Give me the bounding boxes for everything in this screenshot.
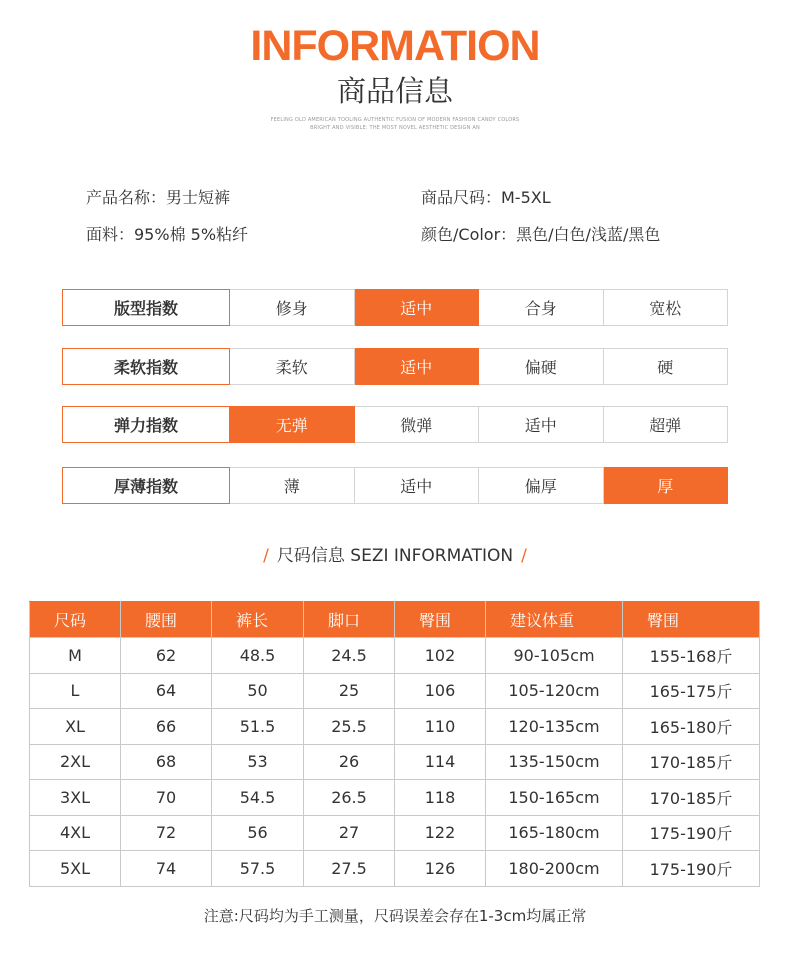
table-cell: 105-120cm — [486, 673, 623, 709]
table-cell: 66 — [121, 709, 212, 745]
measurement-note: 注意:尺码均为手工测量，尺码误差会存在1-3cm均属正常 — [203, 907, 587, 925]
table-cell: 180-200cm — [486, 851, 623, 887]
table-row — [30, 744, 760, 780]
table-cell: 53 — [212, 744, 304, 780]
page-subtitle: 商品信息 — [336, 74, 453, 108]
table-cell: 3XL — [30, 780, 121, 816]
tagline — [0, 116, 790, 132]
index-option-selected: 适中 — [355, 289, 480, 326]
table-cell: 170-185斤 — [623, 780, 760, 816]
index-option-selected: 无弹 — [230, 406, 355, 443]
table-cell: 50 — [212, 673, 304, 709]
index-option: 柔软 — [230, 348, 355, 385]
table-cell: 165-180cm — [486, 815, 623, 851]
table-cell: 150-165cm — [486, 780, 623, 816]
size-table-header-cell: 臀围 — [623, 602, 760, 638]
index-option: 超弹 — [604, 406, 729, 443]
spec-product-name: 产品名称：男士短裤 — [86, 188, 231, 207]
index-row-elasticity — [62, 406, 728, 443]
table-cell: 26 — [304, 744, 395, 780]
size-table-header-cell: 裤长 — [212, 602, 304, 638]
size-table-body — [30, 638, 760, 887]
index-row-softness — [62, 348, 728, 385]
index-option: 修身 — [230, 289, 355, 326]
index-label: 版型指数 — [62, 289, 230, 326]
table-row — [30, 709, 760, 745]
spec-size-range: 商品尺码：M-5XL — [421, 188, 551, 207]
index-label: 厚薄指数 — [62, 467, 230, 504]
table-cell: 4XL — [30, 815, 121, 851]
index-row-fit — [62, 289, 728, 326]
index-option: 硬 — [604, 348, 729, 385]
table-row — [30, 815, 760, 851]
table-cell: 165-180斤 — [623, 709, 760, 745]
table-cell: 27 — [304, 815, 395, 851]
size-table — [29, 601, 760, 887]
table-cell: 90-105cm — [486, 638, 623, 674]
table-cell: 70 — [121, 780, 212, 816]
heading-slash-left: / — [263, 546, 269, 566]
table-cell: 25 — [304, 673, 395, 709]
table-cell: 120-135cm — [486, 709, 623, 745]
table-cell: 68 — [121, 744, 212, 780]
table-cell: 102 — [395, 638, 486, 674]
index-option: 微弹 — [355, 406, 480, 443]
table-cell: 175-190斤 — [623, 815, 760, 851]
table-cell: 57.5 — [212, 851, 304, 887]
index-label: 弹力指数 — [62, 406, 230, 443]
table-cell: 2XL — [30, 744, 121, 780]
table-cell: 54.5 — [212, 780, 304, 816]
table-row — [30, 673, 760, 709]
size-table-header-cell: 建议体重 — [486, 602, 623, 638]
tagline-line-2: BRIGHT AND VISIBLE: THE MOST NOVEL AESTHETIC DESIGN AN — [310, 125, 480, 131]
index-option-selected: 适中 — [355, 348, 480, 385]
page-title: INFORMATION — [250, 22, 540, 70]
index-option: 薄 — [230, 467, 355, 504]
tagline-line-1: FEELING OLD AMERICAN TOOLING AUTHENTIC FUSION OF MODERN FASHION CANDY COLORS — [270, 117, 520, 123]
table-cell: 126 — [395, 851, 486, 887]
size-table-header — [30, 602, 760, 638]
size-table-header-cell: 腰围 — [121, 602, 212, 638]
table-cell: 122 — [395, 815, 486, 851]
table-cell: 51.5 — [212, 709, 304, 745]
table-cell: 175-190斤 — [623, 851, 760, 887]
table-cell: 5XL — [30, 851, 121, 887]
index-row-thickness — [62, 467, 728, 504]
size-table-header-cell: 脚口 — [304, 602, 395, 638]
index-option: 适中 — [355, 467, 480, 504]
table-cell: 26.5 — [304, 780, 395, 816]
table-cell: 155-168斤 — [623, 638, 760, 674]
table-row — [30, 780, 760, 816]
table-cell: XL — [30, 709, 121, 745]
size-table-header-cell: 臀围 — [395, 602, 486, 638]
table-row — [30, 851, 760, 887]
table-cell: L — [30, 673, 121, 709]
table-cell: 56 — [212, 815, 304, 851]
index-option: 偏硬 — [479, 348, 604, 385]
spec-fabric: 面料：95%棉 5%粘纤 — [86, 225, 249, 244]
index-option: 合身 — [479, 289, 604, 326]
table-cell: 24.5 — [304, 638, 395, 674]
table-row — [30, 638, 760, 674]
table-cell: 72 — [121, 815, 212, 851]
index-option-selected: 厚 — [604, 467, 729, 504]
spec-colors: 颜色/Color：黑色/白色/浅蓝/黑色 — [421, 225, 661, 244]
table-cell: 74 — [121, 851, 212, 887]
table-cell: 118 — [395, 780, 486, 816]
table-cell: 165-175斤 — [623, 673, 760, 709]
table-cell: 114 — [395, 744, 486, 780]
table-cell: 135-150cm — [486, 744, 623, 780]
table-cell: 170-185斤 — [623, 744, 760, 780]
index-option: 宽松 — [604, 289, 729, 326]
table-cell: 106 — [395, 673, 486, 709]
index-option: 适中 — [479, 406, 604, 443]
index-label: 柔软指数 — [62, 348, 230, 385]
table-cell: 64 — [121, 673, 212, 709]
table-cell: 48.5 — [212, 638, 304, 674]
size-section-title: 尺码信息 SEZI INFORMATION — [276, 546, 514, 566]
index-option: 偏厚 — [479, 467, 604, 504]
heading-slash-right: / — [521, 546, 527, 566]
table-cell: 62 — [121, 638, 212, 674]
table-cell: 110 — [395, 709, 486, 745]
table-cell: M — [30, 638, 121, 674]
table-cell: 25.5 — [304, 709, 395, 745]
table-cell: 27.5 — [304, 851, 395, 887]
size-table-header-cell: 尺码 — [30, 602, 121, 638]
size-section-heading — [0, 545, 790, 567]
